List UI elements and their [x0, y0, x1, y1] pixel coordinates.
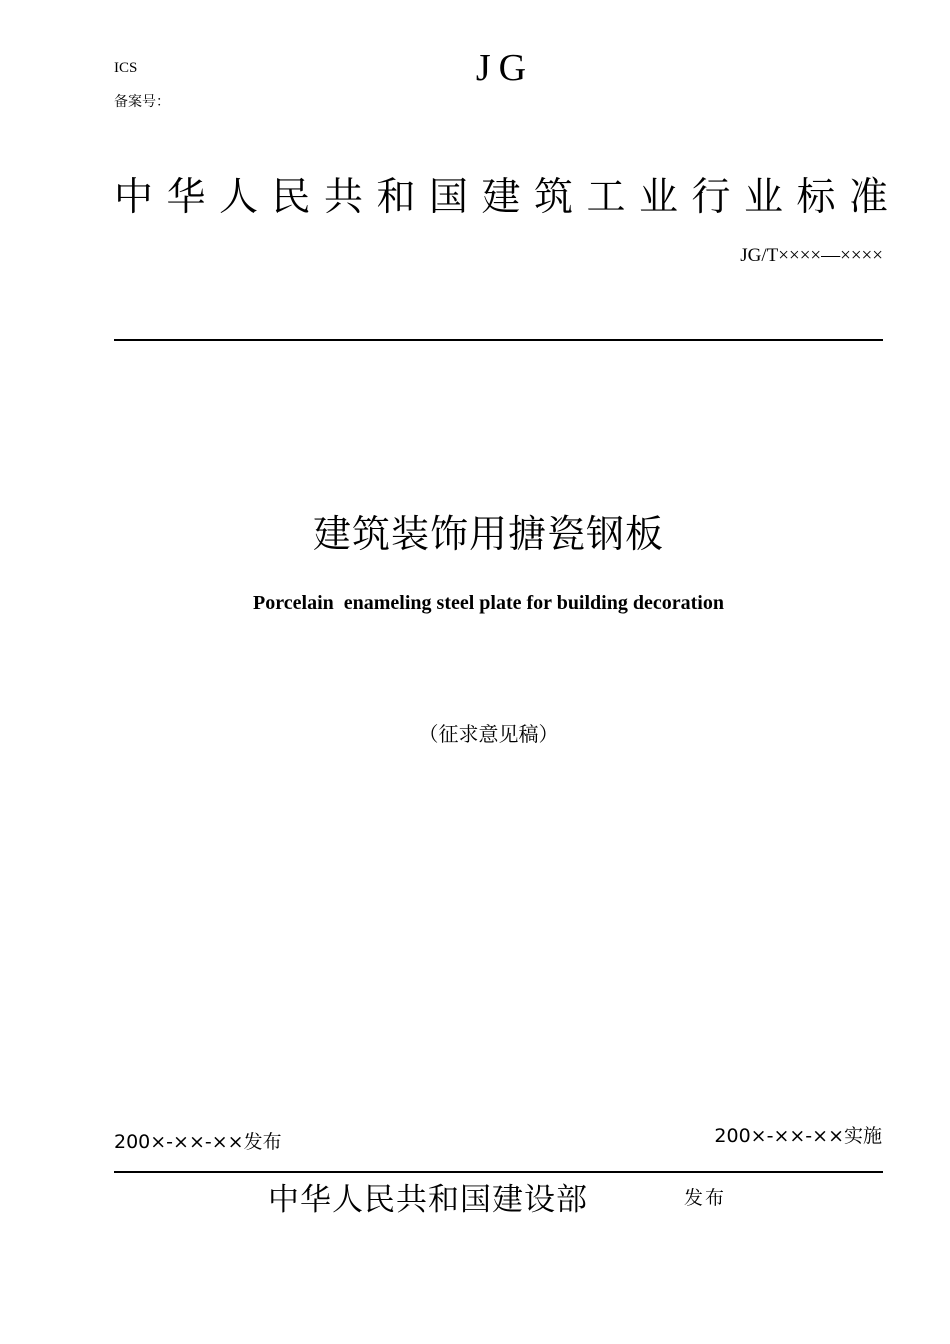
- document-title-en: Porcelain enameling steel plate for building decoration: [253, 592, 724, 614]
- bottom-divider: [114, 1171, 883, 1173]
- filing-number-label: 备案号：: [114, 94, 170, 110]
- issuer-suffix: 发布: [684, 1187, 727, 1209]
- document-title-cn: 建筑装饰用搪瓷钢板: [312, 512, 664, 556]
- standard-title: 中华人民共和国建筑工业行业标准: [114, 175, 902, 220]
- top-divider: [114, 339, 883, 341]
- ics-label: ICS: [114, 60, 138, 76]
- issue-date: 200×-××-××发布: [114, 1131, 282, 1153]
- draft-label: （征求意见稿）: [418, 722, 559, 746]
- implementation-date: 200×-××-××实施: [714, 1125, 882, 1147]
- issuer-name: 中华人民共和国建设部: [268, 1182, 588, 1218]
- standard-code: JG: [475, 47, 535, 89]
- standard-number: JG/T××××—××××: [740, 245, 883, 266]
